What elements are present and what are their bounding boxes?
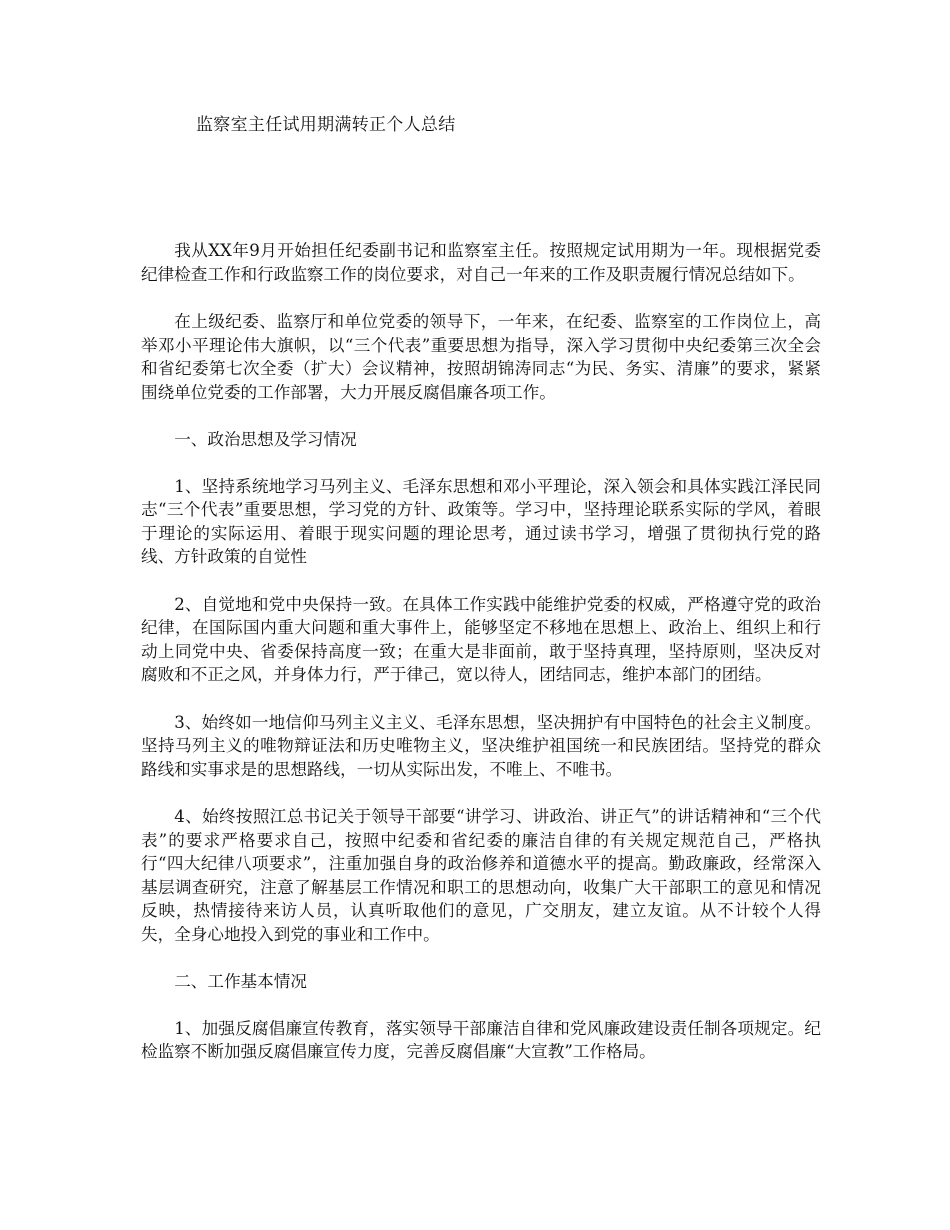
section-heading-work: 二、工作基本情况 [174, 972, 307, 991]
political-item-2: 2、自觉地和党中央保持一致。在具体工作实践中能维护党委的权威，严格遵守党的政治纪律，在国际国内重大问题和重大事件上，能够坚定不移地在思想上、政治上、组织上和行动上同党中央、省委保持高度一致；在重大是非面前，敢于坚持真理，坚持原则，坚决反对腐败和不正之风，并身体力行，严于律己，宽以待人，团结同志，维护本部门的团结。 [141, 594, 821, 684]
overview-paragraph: 在上级纪委、监察厅和单位党委的领导下，一年来，在纪委、监察室的工作岗位上，高举邓小平理论伟大旗帜，以“三个代表”重要思想为指导，深入学习贯彻中央纪委第三次全会和省纪委第七次全委（扩大）会议精神，按照胡锦涛同志“为民、务实、清廉”的要求，紧紧围绕单位党委的工作部署，大力开展反腐倡廉各项工作。 [141, 312, 821, 402]
document-body [141, 239, 821, 1088]
intro-paragraph: 我从XX年9月开始担任纪委副书记和监察室主任。按照规定试用期为一年。现根据党委纪律检查工作和行政监察工作的岗位要求，对自己一年来的工作及职责履行情况总结如下。 [141, 241, 821, 284]
section-heading-political: 一、政治思想及学习情况 [174, 430, 357, 449]
political-item-1: 1、坚持系统地学习马列主义、毛泽东思想和邓小平理论，深入领会和具体实践江泽民同志“三个代表”重要思想，学习党的方针、政策等。学习中，坚持理论联系实际的学风，着眼于理论的实际运用、着眼于现实问题的理论思考，通过读书学习，增强了贯彻执行党的路线、方针政策的自觉性 [141, 476, 821, 566]
political-item-3: 3、始终如一地信仰马列主义主义、毛泽东思想，坚决拥护有中国特色的社会主义制度。坚持马列主义的唯物辩证法和历史唯物主义，坚决维护祖国统一和民族团结。坚持党的群众路线和实事求是的思想路线，一切从实际出发，不唯上、不唯书。 [141, 712, 821, 779]
document-title: 监察室主任试用期满转正个人总结 [196, 115, 456, 135]
political-item-4: 4、始终按照江总书记关于领导干部要“讲学习、讲政治、讲正气”的讲话精神和“三个代表”的要求严格要求自己，按照中纪委和省纪委的廉洁自律的有关规定规范自己，严格执行“四大纪律八项要求”，注重加强自身的政治修养和道德水平的提高。勤政廉政，经常深入基层调查研究，注意了解基层工作情况和职工的思想动向，收集广大干部职工的意见和情况反映，热情接待来访人员，认真听取他们的意见，广交朋友，建立友谊。从不计较个人得失，全身心地投入到党的事业和工作中。 [141, 807, 821, 944]
work-item-1: 1、加强反腐倡廉宣传教育，落实领导干部廉洁自律和党风廉政建设责任制各项规定。纪检监察不断加强反腐倡廉宣传力度，完善反腐倡廉“大宣教”工作格局。 [141, 1018, 821, 1061]
